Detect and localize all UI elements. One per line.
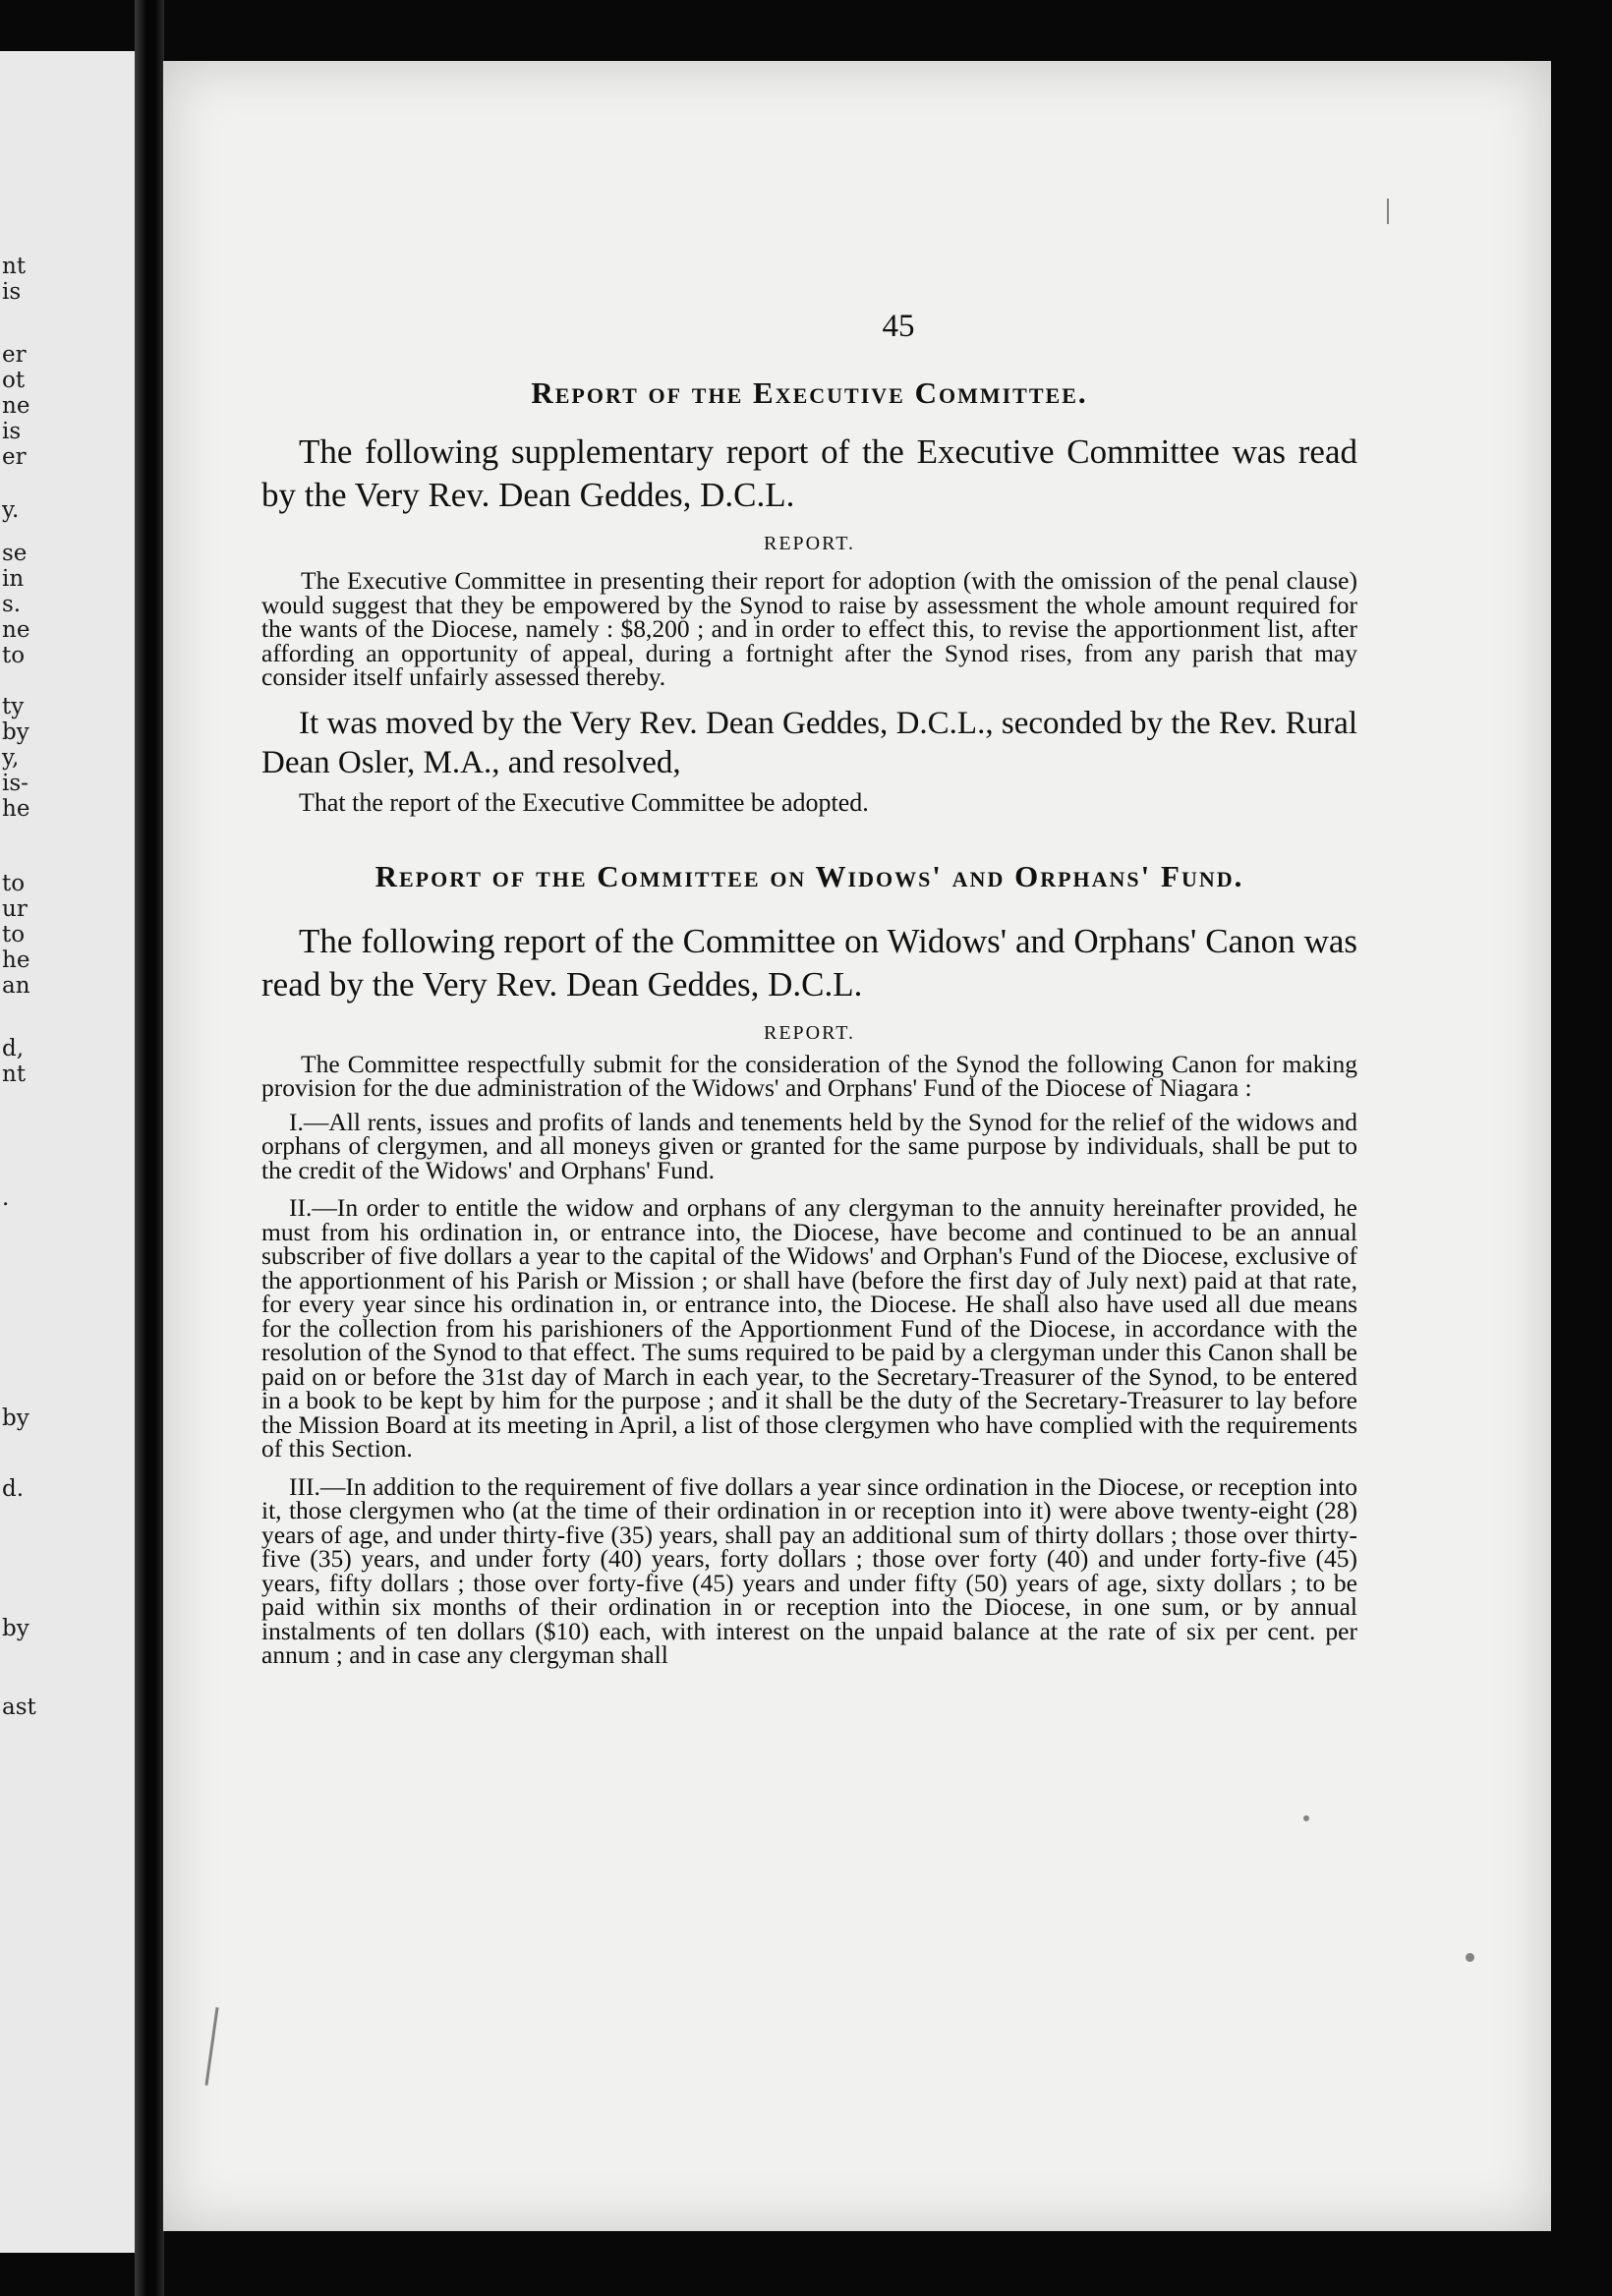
previous-page-fragment: d. bbox=[2, 1476, 25, 1502]
previous-page-fragment: y. bbox=[2, 497, 20, 523]
widows-report-label: REPORT. bbox=[764, 1021, 855, 1044]
previous-page-fragment: an bbox=[2, 973, 30, 999]
page-gutter bbox=[135, 0, 164, 2296]
widows-report-body: The Committee respectfully submit for the consideration of the Synod the following Canon for making provision for the due administration of the Widows' and Orphans' Fund of the Diocese of Niagara : bbox=[261, 1049, 1357, 1102]
canon-clause-3: III.—In addition to the requirement of five dollars a year since ordination in the Diocese, or reception into it, those clergymen who (at the time of their ordination in or reception into it) were above twenty-eight (28) years of age, and under thirty-five (35) years, shall pay an additional sum of thirty dollars ; those over thirty-five (35) years, and under forty (40) years, forty dollars ; those over forty (40) and under forty-five (45) years, fifty dollars ; those over forty-five (45) years and under fifty (50) years of age, sixty dollars ; to be paid within six months of their ordination in or reception into the Diocese, in one sum, or by annual instalments of ten dollars ($10) each, with interest on the unpaid balance at the rate of six per cent. per annum ; and in case any clergyman shall bbox=[261, 1471, 1357, 1669]
widows-report-intro: The following report of the Committee on Widows' and Orphans' Canon was read by the Very Rev. Dean Geddes, D.C.L. bbox=[261, 921, 1357, 1004]
previous-page-fragment: by bbox=[2, 719, 29, 745]
film-scratch bbox=[1387, 199, 1389, 224]
margin-pencil-mark bbox=[204, 2007, 218, 2086]
executive-report-body: The Executive Committee in presenting their report for adoption (with the omission of the penal clause) would suggest that they be empowered by the Synod to raise by assessment the whole amount required for the wants of the Diocese, namely : $8,200 ; and in order to effect this, to revise the apportionment list, after affording an opportunity of appeal, during a fortnight after the Synod rises, from any parish that may consider itself unfairly assessed thereby. bbox=[261, 566, 1357, 691]
previous-page-fragment: to bbox=[2, 922, 26, 947]
previous-page-fragment: to bbox=[2, 871, 26, 896]
previous-page-fragment: ot bbox=[2, 368, 26, 393]
previous-page-fragment: is bbox=[2, 279, 22, 305]
page-number: 45 bbox=[882, 309, 915, 344]
film-speck bbox=[1466, 1953, 1474, 1962]
page-content bbox=[261, 375, 1357, 1668]
previous-page-fragment: se bbox=[2, 541, 28, 566]
canon-clause-1: I.—All rents, issues and profits of lands and tenements held by the Synod for the relief of the widows and orphans of clergymen, and all moneys given or granted for the same purpose by individuals, shall be put to the credit of the Widows' and Orphans' Fund. bbox=[261, 1107, 1357, 1184]
widows-report-heading: Report of the Committee on Widows' and Orphans' Fund. bbox=[374, 858, 1244, 893]
previous-page-fragment: he bbox=[2, 796, 30, 822]
previous-page-fragment: er bbox=[2, 342, 27, 368]
previous-page-fragment: ast bbox=[2, 1694, 36, 1720]
previous-page-fragment: ne bbox=[2, 617, 30, 643]
previous-page-fragment: in bbox=[2, 566, 25, 592]
previous-page-fragment: nt bbox=[2, 1062, 27, 1087]
previous-page-fragment: by bbox=[2, 1406, 29, 1431]
canon-clause-2: II.—In order to entitle the widow and orphans of any clergyman to the annuity hereinafter provided, he must from his ordination in, or entrance into, the Diocese, have become and continued to be an annual subscriber of five dollars a year to the capital of the Widows' and Orphan's Fund of the Diocese, exclusive of the apportionment of his Parish or Mission ; or shall have (before the first day of July next) paid at that rate, for every year since his ordination in, or entrance into, the Diocese. He shall also have used all due means for the collection from his parishioners of the Apportionment Fund of the Diocese, in accordance with the resolution of the Synod to that effect. The sums required to be paid by a clergyman under this Canon shall be paid on or before the 31st day of March in each year, to the Secretary-Treasurer of the Synod, to be entered in a book to be kept by him for the purpose ; and it shall be the duty of the Secretary-Treasurer to lay before the Mission Board at its meeting in April, a list of those clergymen who have complied with the requirements of this Section. bbox=[261, 1193, 1357, 1463]
previous-page-fragment: is bbox=[2, 419, 22, 444]
previous-page-fragment: y, bbox=[2, 745, 20, 771]
previous-page-fragment: ur bbox=[2, 896, 28, 922]
previous-page-fragment: ty bbox=[2, 694, 25, 719]
film-speck bbox=[1303, 1815, 1309, 1821]
previous-page-fragment: is- bbox=[2, 771, 29, 796]
previous-page-fragment: he bbox=[2, 947, 30, 973]
previous-page-fragment: to bbox=[2, 643, 26, 668]
executive-report-resolution: That the report of the Executive Committee be adopted. bbox=[299, 787, 869, 817]
previous-page-fragment: . bbox=[2, 1185, 10, 1211]
executive-report-heading: Report of the Executive Committee. bbox=[531, 375, 1088, 410]
document-page bbox=[163, 61, 1551, 2231]
previous-page-fragment: nt bbox=[2, 254, 27, 279]
previous-page-edge bbox=[0, 51, 135, 2253]
previous-page-fragment: d, bbox=[2, 1036, 25, 1062]
executive-report-intro: The following supplementary report of the Executive Committee was read by the Very Rev. Dean Geddes, D.C.L. bbox=[261, 432, 1357, 514]
executive-report-motion: It was moved by the Very Rev. Dean Geddes, D.C.L., seconded by the Rev. Rural Dean Osler, M.A., and resolved, bbox=[261, 705, 1357, 780]
previous-page-fragment: er bbox=[2, 444, 27, 470]
previous-page-fragment: ne bbox=[2, 393, 30, 419]
previous-page-fragment: by bbox=[2, 1616, 29, 1641]
previous-page-fragment: s. bbox=[2, 592, 22, 617]
executive-report-label: REPORT. bbox=[764, 533, 855, 554]
